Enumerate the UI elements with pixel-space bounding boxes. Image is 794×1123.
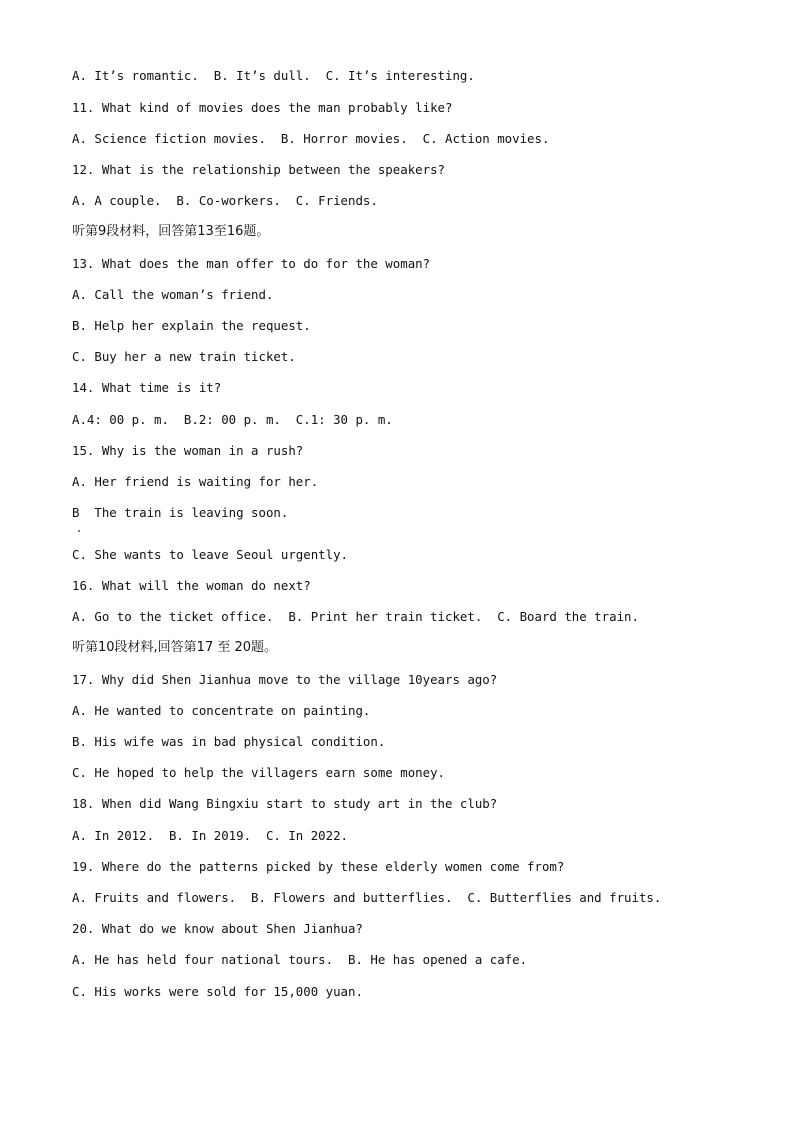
q20-options-ab: A. He has held four national tours. B. He has opened a cafe. [72,952,528,967]
q15-option-c: C. She wants to leave Seoul urgently. [72,547,349,562]
q19-options: A. Fruits and flowers. B. Flowers and butterflies. C. Butterflies and fruits. [72,890,662,905]
q20-question: 20. What do we know about Shen Jianhua? [72,921,363,936]
q11-question: 11. What kind of movies does the man probably like? [72,100,453,115]
q15-question: 15. Why is the woman in a rush? [72,443,304,458]
q14-question: 14. What time is it? [72,380,222,395]
q19-question: 19. Where do the patterns picked by these elderly women come from? [72,859,565,874]
q12-question: 12. What is the relationship between the speakers? [72,162,445,177]
q10-options: A. It’s romantic. B. It’s dull. C. It’s interesting. [72,68,475,83]
q17-option-a: A. He wanted to concentrate on painting. [72,703,371,718]
q13-option-a: A. Call the woman’s friend. [72,287,274,302]
q13-option-b: B. Help her explain the request. [72,318,311,333]
q15-option-a: A. Her friend is waiting for her. [72,474,319,489]
q18-question: 18. When did Wang Bingxiu start to study art in the club? [72,796,498,811]
q20-option-c: C. His works were sold for 15,000 yuan. [72,984,363,999]
q15-option-b: B The train is leaving soon. [72,505,289,520]
q11-options: A. Science fiction movies. B. Horror movies. C. Action movies. [72,131,550,146]
q17-option-b: B. His wife was in bad physical condition. [72,734,386,749]
q17-option-c: C. He hoped to help the villagers earn some money. [72,765,445,780]
section-9-heading: 听第9段材料，回答第13至16题。 [72,224,270,239]
q18-options: A. In 2012. B. In 2019. C. In 2022. [72,828,349,843]
q17-question: 17. Why did Shen Jianhua move to the village 10years ago? [72,672,498,687]
scan-speck [78,530,80,532]
q13-option-c: C. Buy her a new train ticket. [72,349,296,364]
q16-options: A. Go to the ticket office. B. Print her train ticket. C. Board the train. [72,609,639,624]
section-10-heading: 听第10段材料,回答第17 至 20题。 [72,640,278,655]
q16-question: 16. What will the woman do next? [72,578,311,593]
q14-options: A.4: 00 p. m. B.2: 00 p. m. C.1: 30 p. m. [72,412,393,427]
q12-options: A. A couple. B. Co-workers. C. Friends. [72,193,378,208]
q13-question: 13. What does the man offer to do for the woman? [72,256,431,271]
